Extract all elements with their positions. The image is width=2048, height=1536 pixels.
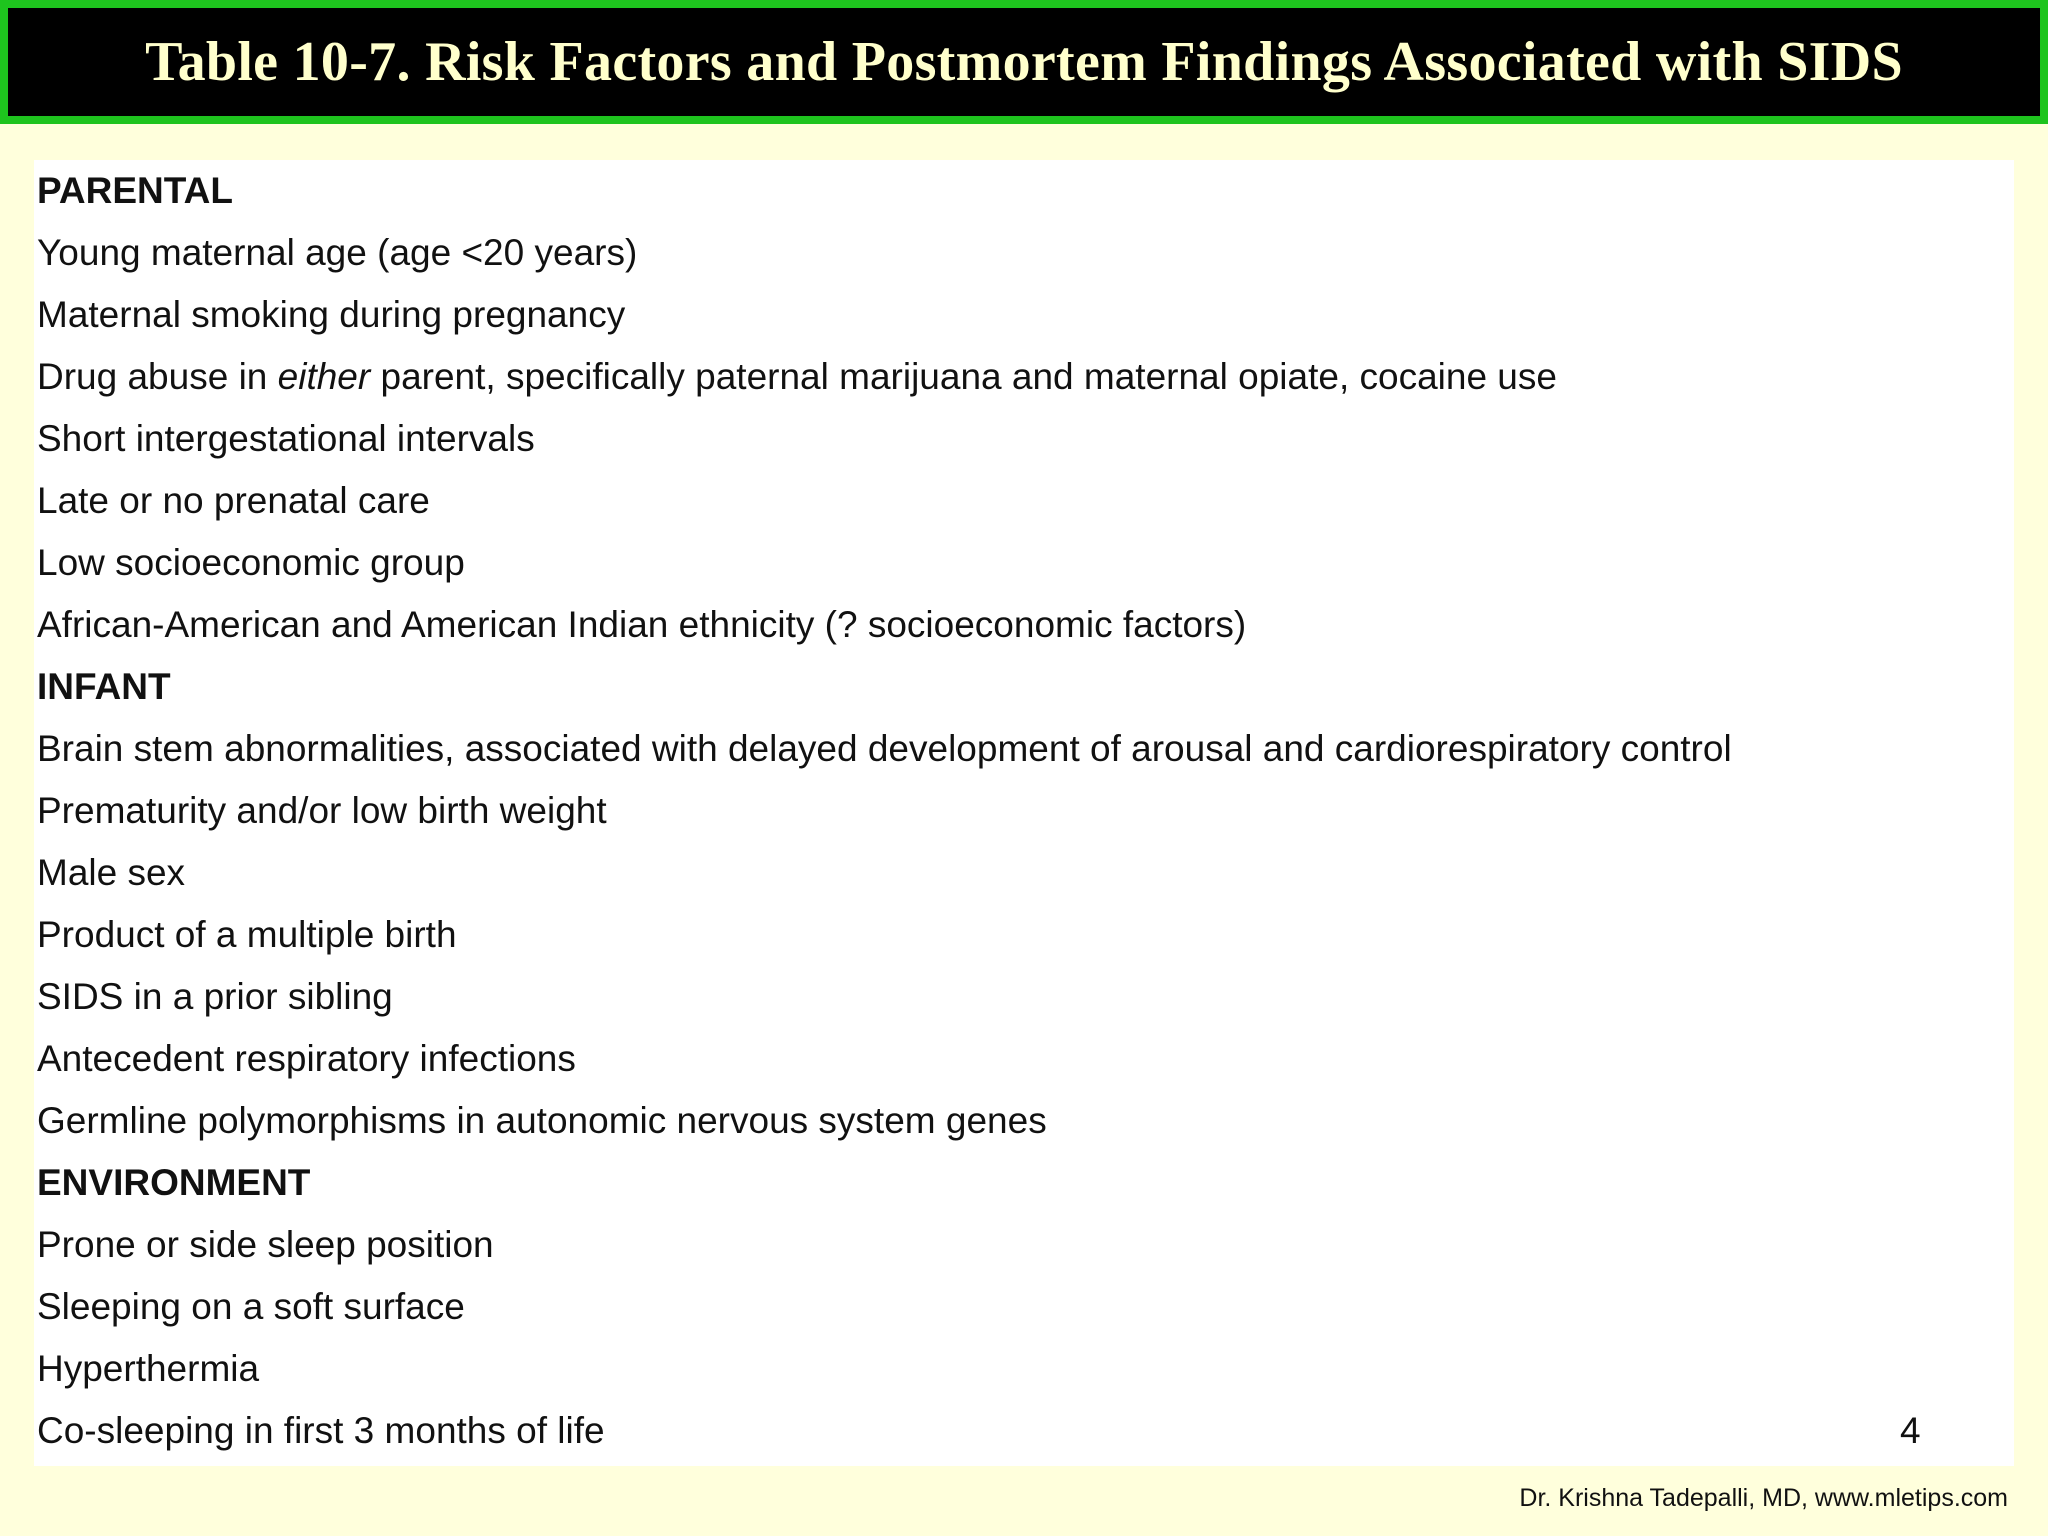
list-item: Product of a multiple birth: [37, 914, 457, 955]
list-item: Germline polymorphisms in autonomic nervous system genes: [37, 1100, 1047, 1141]
list-item: [37, 346, 1557, 408]
list-item: Co-sleeping in first 3 months of life: [37, 1410, 605, 1451]
footer-credit: Dr. Krishna Tadepalli, MD, www.mletips.com: [1519, 1484, 2008, 1512]
section-heading-environment: ENVIRONMENT: [37, 1162, 311, 1203]
list-item: Hyperthermia: [37, 1348, 260, 1389]
title-bar: [0, 0, 2048, 124]
list-item: African-American and American Indian ethnicity (? socioeconomic factors): [37, 604, 1247, 645]
slide-title: Table 10-7. Risk Factors and Postmortem Findings Associated with SIDS: [145, 31, 1903, 93]
list-item: Short intergestational intervals: [37, 418, 535, 459]
list-item: Male sex: [37, 852, 186, 893]
list-item: Young maternal age (age <20 years): [37, 232, 638, 273]
list-item-text-before: Drug abuse in: [37, 356, 278, 397]
list-item: Maternal smoking during pregnancy: [37, 294, 626, 335]
list-item: Sleeping on a soft surface: [37, 1286, 465, 1327]
list-item: SIDS in a prior sibling: [37, 976, 393, 1017]
section-heading-infant: INFANT: [37, 666, 171, 707]
section-heading-parental: PARENTAL: [37, 170, 233, 211]
list-item: Prematurity and/or low birth weight: [37, 790, 607, 831]
list-item: Brain stem abnormalities, associated with delayed development of arousal and cardiorespiratory control: [37, 728, 1732, 769]
list-item: Low socioeconomic group: [37, 542, 465, 583]
list-item: Prone or side sleep position: [37, 1224, 494, 1265]
page-number: 4: [1900, 1410, 1921, 1451]
list-item-emphasis: either: [277, 356, 371, 397]
list-item-text-after: parent, specifically paternal marijuana and maternal opiate, cocaine use: [370, 356, 1557, 397]
list-item: Late or no prenatal care: [37, 480, 430, 521]
content-panel: [34, 160, 2014, 1466]
list-item: Antecedent respiratory infections: [37, 1038, 576, 1079]
